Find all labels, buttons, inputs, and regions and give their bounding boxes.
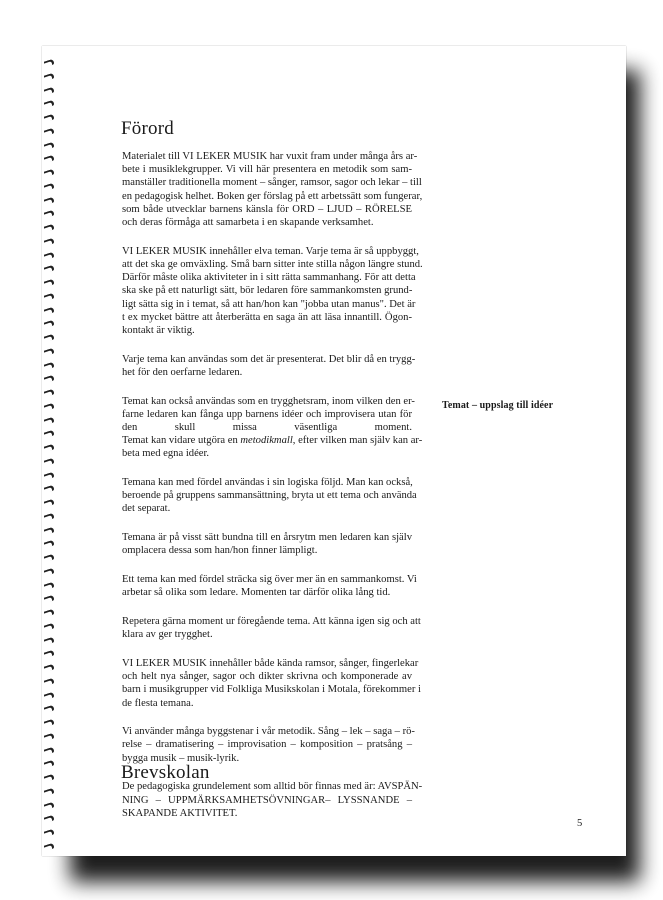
spiral-coil [44,196,54,205]
spiral-coil [44,72,54,81]
page-heading: Förord [121,118,174,139]
text-line: relse – dramatisering – improvisation – komposition – pratsång – [122,739,412,751]
text-line: VI LEKER MUSIK innehåller elva teman. Varje tema är så uppbyggt, [122,245,419,257]
spiral-coil [44,223,54,232]
spiral-coil [44,141,54,150]
spiral-coil [44,718,54,727]
spiral-coil [44,677,54,686]
text-line: som både utvecklar barnens känsla för ORD – LJUD – RÖRELSE [122,203,412,215]
spiral-coil [44,58,54,67]
text-line: VI LEKER MUSIK innehåller både kända ramsor, sånger, fingerlekar [122,657,419,669]
body-paragraph [122,353,416,379]
spiral-coil [44,746,54,755]
spiral-coil [44,375,54,384]
text-line: kontakt är viktig. [122,324,195,336]
spiral-coil [44,278,54,287]
spiral-coil [44,471,54,480]
spiral-coil [44,210,54,219]
spiral-coil [44,388,54,397]
spiral-coil [44,347,54,356]
text-line: arbetar så olika som ledare. Momenten tar därför olika lång tid. [122,587,391,599]
text-line: Temat kan också användas som en trygghetsram, inom vilken den er- [122,395,415,407]
spiral-binding [44,60,58,850]
text-line: Ett tema kan med fördel sträcka sig över mer än en sammankomst. Vi [122,574,417,586]
text-line: den skull missa väsentliga moment. [122,421,412,433]
text-line: beroende på gruppens sammansättning, bryta ut ett tema och använda [122,490,417,502]
spiral-coil [44,333,54,342]
spiral-coil [44,842,54,851]
spiral-coil [44,86,54,95]
text-line: manställer traditionella moment – sånger, ramsor, sagor och lekar – till [122,177,422,189]
body-paragraph [122,615,421,641]
spiral-coil [44,581,54,590]
spiral-coil [44,760,54,769]
spiral-coil [44,512,54,521]
spiral-coil [44,251,54,260]
spiral-coil [44,306,54,315]
text-line: SKAPANDE AKTIVITET. [122,807,238,819]
spiral-coil [44,526,54,535]
margin-note: Temat – uppslag till idéer [442,400,554,411]
text-line: Materialet till VI LEKER MUSIK har vuxit fram under många års ar- [122,151,418,162]
spiral-coil [44,485,54,494]
text-line: omplacera dessa som han/hon finner lämpligt. [122,545,318,557]
section-heading: Brevskolan [121,762,210,783]
spiral-coil [44,787,54,796]
text-line: klara av ger trygghet. [122,629,213,641]
text-line: De pedagogiska grundelement som alltid bör finnas med är: AVSPÄN- [122,781,423,793]
spiral-coil [44,705,54,714]
spiral-coil [44,168,54,177]
spiral-coil [44,650,54,659]
spiral-coil [44,608,54,617]
text-line: de flesta temana. [122,697,194,709]
text-line: en pedagogisk helhet. Boken ger förslag på ett arbetssätt som fungerar, [122,190,423,202]
text-line: att det ska ge omväxling. Små barn sitter inte stilla någon längre stund. [122,258,423,270]
spiral-coil [44,127,54,136]
text-line: ska ske på ett naturligt sätt, bör ledaren före sammankomsten grund- [122,285,413,297]
spiral-coil [44,815,54,824]
spiral-coil [44,265,54,274]
body-paragraph [122,245,423,337]
body-paragraph [122,150,423,229]
spiral-coil [44,457,54,466]
text-line: och deras förmåga att samarbeta i en skapande verksamhet. [122,217,374,229]
spiral-coil [44,320,54,329]
text-line: Temana är på visst sätt bundna till en årsrytm men ledaren kan själv [122,532,412,544]
body-paragraph [122,573,417,599]
spiral-coil [44,361,54,370]
text-line: ligt sätta sig in i temat, så att han/hon kan "jobba utan manus". Det är [122,298,416,310]
body-text [122,150,423,835]
spiral-coil [44,498,54,507]
body-paragraph [122,780,423,820]
text-line: het för den oerfarne ledaren. [122,366,243,378]
text-line: Repetera gärna moment ur föregående tema. Att känna igen sig och att [122,615,421,627]
spiral-coil [44,828,54,837]
spiral-coil [44,732,54,741]
spiral-coil [44,567,54,576]
text-line: beta med egna idéer. [122,448,210,460]
text-line: och helt nya sånger, sagor och dikter skrivna och komponerade av [122,671,412,683]
spiral-coil [44,636,54,645]
spiral-coil [44,801,54,810]
spiral-coil [44,292,54,301]
spiral-coil [44,595,54,604]
text-line: NING – UPPMÄRKSAMHETSÖVNINGAR– LYSSNANDE – [122,794,412,806]
body-paragraph [122,657,421,710]
body-paragraph [122,531,412,557]
text-line: Varje tema kan användas som det är presenterat. Det blir då en trygg- [122,353,416,365]
spiral-coil [44,443,54,452]
page-number: 5 [577,818,583,829]
text-line: Temat kan vidare utgöra en metodikmall, efter vilken man själv kan ar- [122,435,423,447]
spiral-coil [44,155,54,164]
text-line: Vi använder många byggstenar i vår metodik. Sång – lek – saga – rö- [122,726,415,738]
text-line: bete i musiklekgrupper. Vi vill här presentera en metodik som sam- [122,164,412,176]
spiral-coil [44,416,54,425]
body-paragraph [122,395,423,461]
spiral-coil [44,622,54,631]
spiral-coil [44,553,54,562]
text-line: Därför måste olika aktiviteter in i sitt rätta sammanhang. För att detta [122,272,416,284]
spiral-coil [44,430,54,439]
spiral-coil [44,402,54,411]
spiral-coil [44,540,54,549]
spiral-coil [44,100,54,109]
spiral-coil [44,773,54,782]
text-line: farne ledaren kan fånga upp barnens idéer och improvisera utan för [122,408,412,420]
text-line: barn i musikgrupper vid Folkliga Musikskolan i Motala, förekommer i [122,684,421,696]
spiral-coil [44,182,54,191]
spiral-coil [44,113,54,122]
spiral-coil [44,663,54,672]
text-line: t ex mycket bättre att återberätta en saga än att läsa innantill. Ögon- [122,311,412,323]
text-line: det separat. [122,503,171,515]
body-paragraph [122,725,415,765]
text-line: Temana kan med fördel användas i sin logiska följd. Man kan också, [122,477,413,489]
body-paragraph [122,476,417,516]
spiral-coil [44,237,54,246]
text-line: bygga musik – musik-lyrik. [122,752,240,764]
spiral-coil [44,691,54,700]
